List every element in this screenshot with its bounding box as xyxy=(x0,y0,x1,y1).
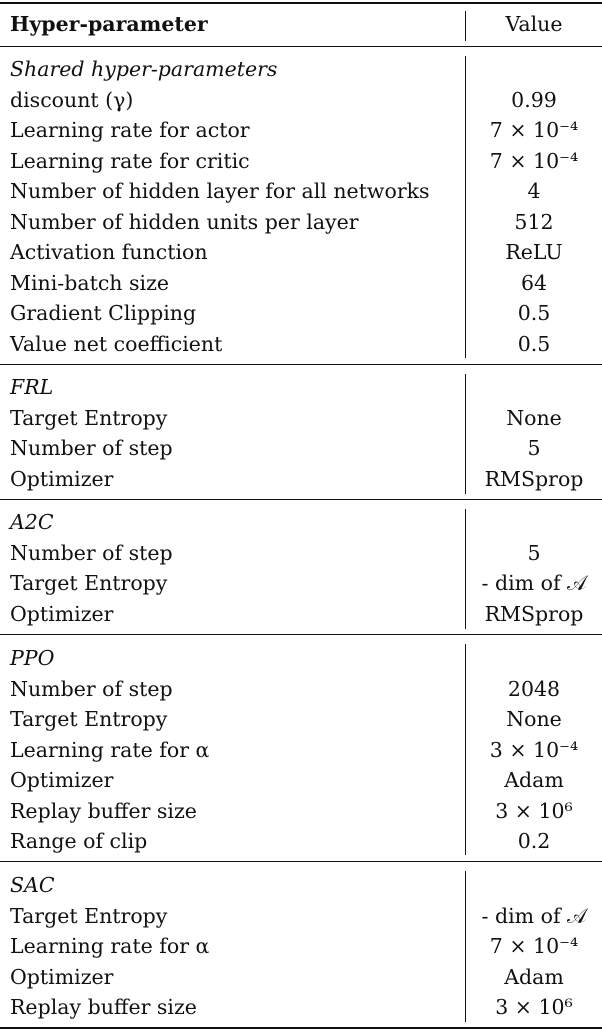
table-row: Optimizer Adam xyxy=(10,768,564,792)
header-row xyxy=(0,9,602,39)
section-title: A2C xyxy=(10,510,54,534)
table-row: Activation function ReLU xyxy=(10,240,563,264)
section-title: SAC xyxy=(10,873,55,897)
bottom-rule xyxy=(0,1027,602,1029)
table-row: Number of hidden units per layer 512 xyxy=(10,209,554,234)
section-rule xyxy=(0,364,602,365)
section-rule xyxy=(0,861,602,862)
table-row: Number of step 5 xyxy=(10,436,541,460)
table-row: Target Entropy - dim of 𝒜 xyxy=(10,571,587,595)
header-param: Hyper-parameter xyxy=(10,12,208,36)
table-row: discount (γ) 0.99 xyxy=(10,87,557,112)
section-title: FRL xyxy=(10,375,54,399)
table-row: Target Entropy - dim of 𝒜 xyxy=(10,903,587,928)
table-row: Range of clip 0.2 xyxy=(10,829,551,853)
table-row: Learning rate for critic 7 × 10⁻⁴ xyxy=(10,148,579,173)
section-rule xyxy=(0,634,602,635)
table-row: Gradient Clipping 0.5 xyxy=(10,301,551,325)
table-row: Optimizer Adam xyxy=(10,964,564,989)
section-title: Shared hyper-parameters xyxy=(10,57,278,81)
table-row: Number of hidden layer for all networks 4 xyxy=(10,179,541,203)
section-rule xyxy=(0,499,602,500)
header-value: Value xyxy=(505,12,563,36)
table-row: Mini-batch size 64 xyxy=(10,270,548,295)
table-row: Learning rate for α 7 × 10⁻⁴ xyxy=(10,934,579,958)
table-row: Replay buffer size 3 × 10⁶ xyxy=(10,798,573,823)
table-row: Number of step 2048 xyxy=(10,676,561,701)
table-row: Optimizer RMSprop xyxy=(10,601,584,626)
top-rule xyxy=(0,2,602,4)
header-rule xyxy=(0,46,602,47)
table-row: Target Entropy None xyxy=(10,405,562,430)
table-row: Value net coefficient 0.5 xyxy=(10,331,551,356)
table-row: Target Entropy None xyxy=(10,707,562,731)
section-title: PPO xyxy=(10,646,55,670)
table-row: Optimizer RMSprop xyxy=(10,466,584,491)
table-row: Replay buffer size 3 × 10⁶ xyxy=(10,995,573,1019)
header-divider xyxy=(465,11,466,41)
table-row: Number of step 5 xyxy=(10,540,541,565)
table-row: Learning rate for α 3 × 10⁻⁴ xyxy=(10,737,579,762)
table-row: Learning rate for actor 7 × 10⁻⁴ xyxy=(10,118,579,142)
